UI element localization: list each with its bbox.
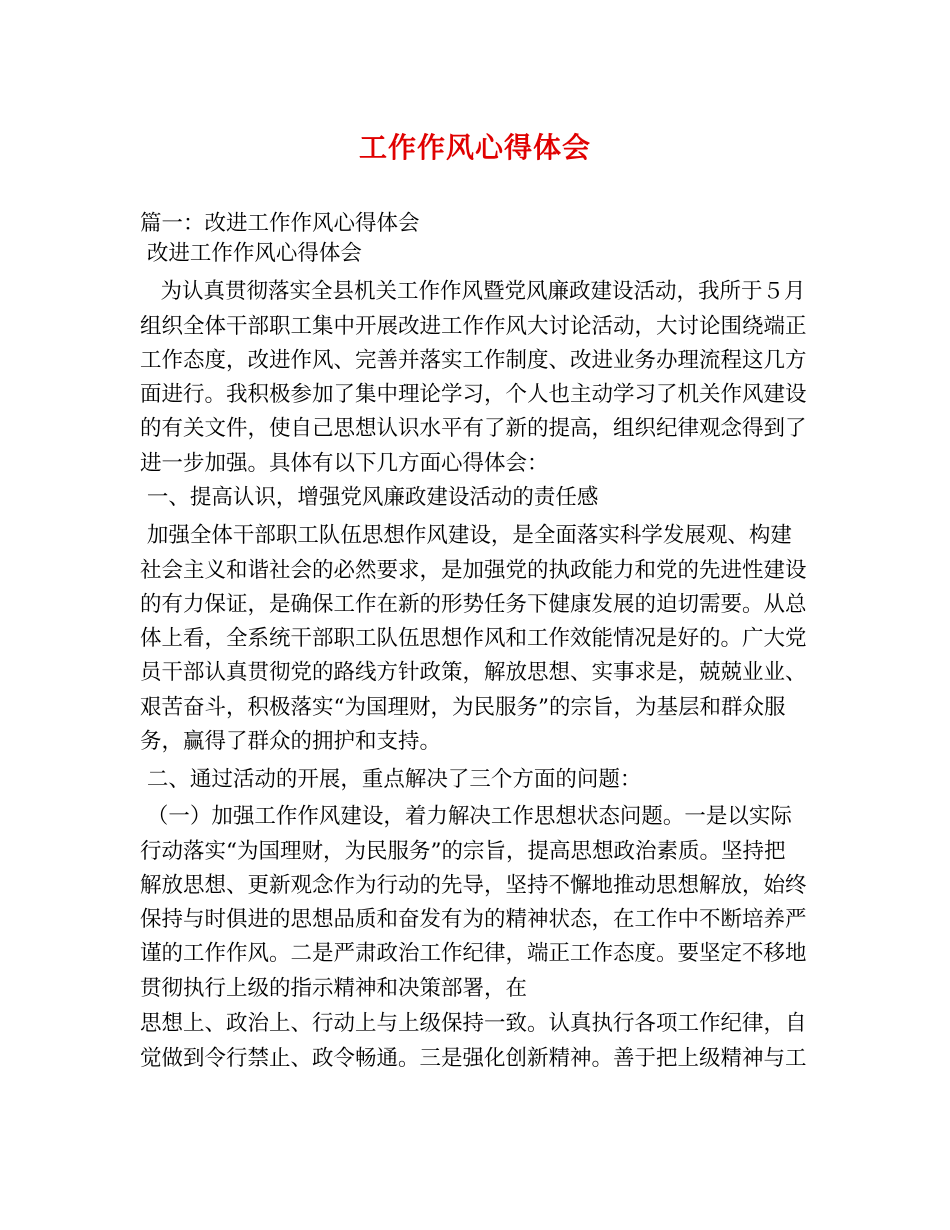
body-line: 加强全体干部职工队伍思想作风建设，是全面落实科学发展观、构建 [140,523,792,548]
body-line: 行动落实“为国理财，为民服务”的宗旨，提高思想政治素质。坚持把 [140,839,786,864]
body-line: 篇一：改进工作作风心得体会 [140,211,420,236]
document-title: 工作作风心得体会 [358,131,591,164]
body-line: 谨的工作作风。二是严肃政治工作纪律，端正工作态度。要坚定不移地 [140,941,807,966]
body-line: 为认真贯彻落实全县机关工作作风暨党风廉政建设活动，我所于５月 [140,279,806,304]
body-line: 改进工作作风心得体会 [140,241,362,266]
body-line: 体上看，全系统干部职工队伍思想作风和工作效能情况是好的。广大党 [140,626,807,651]
body-line: 解放思想、更新观念作为行动的先导，坚持不懈地推动思想解放，始终 [140,873,807,898]
body-line: 进一步加强。具体有以下几方面心得体会： [140,451,549,476]
body-line: 二、通过活动的开展，重点解决了三个方面的问题： [140,767,642,792]
body-line: 的有关文件，使自己思想认识水平有了新的提高，组织纪律观念得到了 [140,416,807,441]
body-line: 思想上、政治上、行动上与上级保持一致。认真执行各项工作纪律，自 [140,1011,807,1036]
body-line: 面进行。我积极参加了集中理论学习，个人也主动学习了机关作风建设 [140,382,807,407]
body-line: 艰苦奋斗，积极落实“为国理财，为民服务”的宗旨，为基层和群众服 [140,695,786,720]
body-line: 的有力保证，是确保工作在新的形势任务下健康发展的迫切需要。从总 [140,592,807,617]
body-line: 保持与时俱进的思想品质和奋发有为的精神状态，在工作中不断培养严 [140,907,807,932]
body-line: 工作态度，改进作风、完善并落实工作制度、改进业务办理流程这几方 [140,348,807,373]
body-line: （一）加强工作作风建设，着力解决工作思想状态问题。一是以实际 [140,804,792,829]
body-line: 一、提高认识，增强党风廉政建设活动的责任感 [140,485,599,510]
body-line: 员干部认真贯彻党的路线方针政策，解放思想、实事求是，兢兢业业、 [140,660,807,685]
body-line: 觉做到令行禁止、政令畅通。三是强化创新精神。善于把上级精神与工 [140,1046,807,1071]
body-line: 社会主义和谐社会的必然要求，是加强党的执政能力和党的先进性建设 [140,558,807,583]
body-line: 务，赢得了群众的拥护和支持。 [140,729,442,754]
body-line: 组织全体干部职工集中开展改进工作作风大讨论活动，大讨论围绕端正 [140,314,807,339]
body-line: 贯彻执行上级的指示精神和决策部署，在 [140,976,528,1001]
